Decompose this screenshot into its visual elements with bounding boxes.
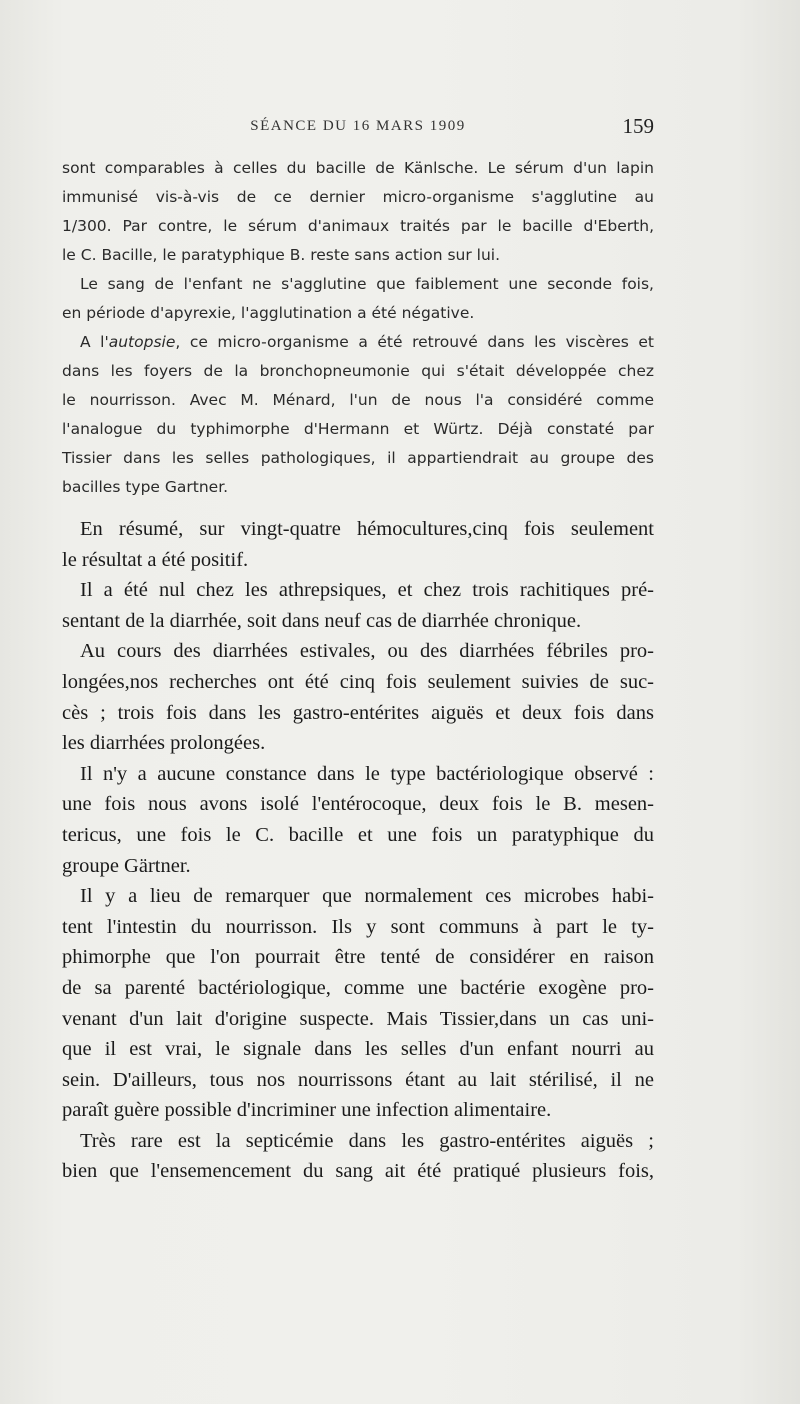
- text-line: l'analogue du typhimorphe d'Hermann et Würtz. Déjà constaté par: [62, 420, 654, 438]
- text-line: le C. Bacille, le paratyphique B. reste sans action sur lui.: [62, 246, 501, 264]
- small-print-section: [62, 154, 654, 502]
- italic-term: autopsie: [108, 333, 176, 351]
- text-line: phimorphe que l'on pourrait être tenté de considérer en raison: [62, 946, 654, 969]
- text-line: tericus, une fois le C. bacille et une fois un paratyphique du: [62, 823, 654, 846]
- text-line: Tissier dans les selles pathologiques, il appartiendrait au groupe des: [62, 449, 654, 467]
- text-line: paraît guère possible d'incriminer une infection alimentaire.: [62, 1099, 552, 1122]
- text-line: les diarrhées prolongées.: [62, 732, 266, 755]
- text-line: immunisé vis-à-vis de ce dernier micro-organisme s'agglutine au: [62, 188, 654, 206]
- text-line: venant d'un lait d'origine suspecte. Mais Tissier,dans un cas uni-: [62, 1007, 654, 1030]
- page-header: [62, 114, 654, 144]
- text-line: le résultat a été positif.: [62, 548, 249, 571]
- text-line: le nourrisson. Avec M. Ménard, l'un de nous l'a considéré comme: [62, 391, 654, 409]
- text-line: en période d'apyrexie, l'agglutination a été négative.: [62, 304, 475, 322]
- running-head: SÉANCE DU 16 MARS 1909: [250, 118, 466, 134]
- text-line: bacilles type Gartner.: [62, 478, 229, 496]
- text-line: Au cours des diarrhées estivales, ou des diarrhées fébriles pro-: [80, 640, 654, 663]
- text-line: 1/300. Par contre, le sérum d'animaux traités par le bacille d'Eberth,: [62, 217, 654, 235]
- text-line: Il n'y a aucune constance dans le type bactériologique observé :: [80, 762, 654, 785]
- text-line: Très rare est la septicémie dans les gastro-entérites aiguës ;: [80, 1129, 654, 1152]
- text-line: Il a été nul chez les athrepsiques, et chez trois rachitiques pré-: [80, 579, 654, 602]
- text-line: une fois nous avons isolé l'entérocoque, deux fois le B. mesen-: [62, 793, 654, 816]
- text-line: cès ; trois fois dans les gastro-entérites aiguës et deux fois dans: [62, 701, 654, 724]
- text-line: groupe Gärtner.: [62, 854, 191, 877]
- text-line: sont comparables à celles du bacille de Känlsche. Le sérum d'un lapin: [62, 159, 654, 177]
- page-number: 159: [622, 114, 654, 138]
- text-line: Le sang de l'enfant ne s'agglutine que faiblement une seconde fois,: [80, 275, 654, 293]
- text-line: sentant de la diarrhée, soit dans neuf cas de diarrhée chronique.: [62, 609, 582, 632]
- text-line: que il est vrai, le signale dans les selles d'un enfant nourri au: [62, 1038, 654, 1061]
- text-line: de sa parenté bactériologique, comme une bactérie exogène pro-: [62, 976, 654, 999]
- text-line: dans les foyers de la bronchopneumonie qui s'était développée chez: [62, 362, 654, 380]
- text-line: sein. D'ailleurs, tous nos nourrissons étant au lait stérilisé, il ne: [62, 1068, 654, 1091]
- text-line: tent l'intestin du nourrisson. Ils y sont communs à part le ty-: [62, 915, 654, 938]
- main-print-section: [62, 514, 654, 1187]
- text-line: A l'autopsie, ce micro-organisme a été retrouvé dans les viscères et: [80, 333, 654, 351]
- text-line: longées,nos recherches ont été cinq fois seulement suivies de suc-: [62, 670, 654, 693]
- text-line: En résumé, sur vingt-quatre hémocultures,cinq fois seulement: [80, 518, 654, 540]
- text-line: Il y a lieu de remarquer que normalement ces microbes habi-: [80, 885, 654, 908]
- text-line: bien que l'ensemencement du sang ait été pratiqué plusieurs fois,: [62, 1160, 654, 1183]
